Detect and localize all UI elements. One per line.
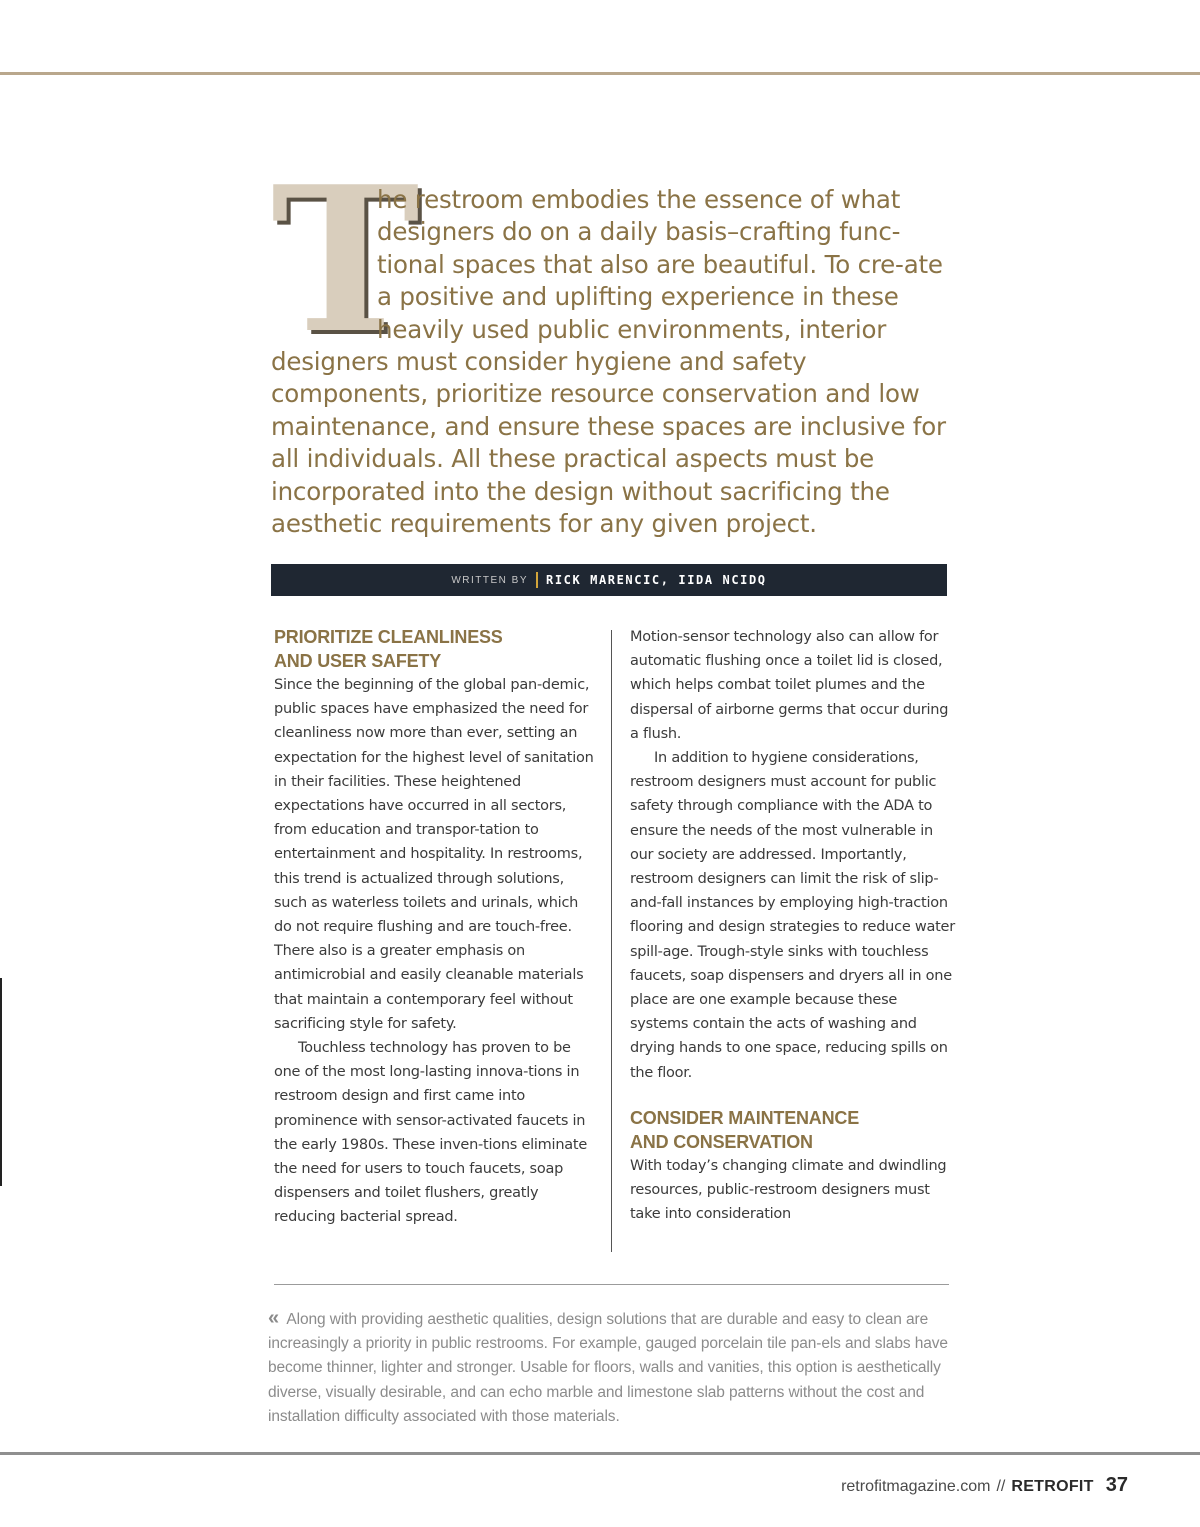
page-edge-mark xyxy=(0,978,2,1186)
body-paragraph: In addition to hygiene considerations, restroom designers must account for public safety through compliance with the ADA to ensure the needs of the most vulnerable in our society are addressed. Importantly, restroom designers can limit the risk of slip-and-fall instances by employing high-traction flooring and design strategies to reduce water spill-age. Trough-style sinks with touchless faucets, soap dispensers and dryers all in one place are one example because these systems contain the acts of washing and drying hands to one space, reducing spills on the floor. xyxy=(630,750,955,1081)
heading-line: AND CONSERVATION xyxy=(630,1131,813,1152)
body-paragraph: Touchless technology has proven to be one of the most long-lasting innova-tions in restroom design and first came into prominence with sensor-activated faucets in the early 1980s. These inven-tions eliminate the need for users to touch faucets, soap dispensers and toilet flushers, greatly reducing bacterial spread. xyxy=(274,1040,588,1226)
byline-bar xyxy=(271,564,947,596)
footer-separator: // xyxy=(996,1478,1006,1495)
top-rule xyxy=(0,72,1200,75)
page-number: 37 xyxy=(1105,1474,1128,1496)
section-heading-cleanliness xyxy=(274,625,599,673)
photo-caption xyxy=(268,1306,958,1429)
article-column-left xyxy=(274,625,599,1230)
heading-line: PRIORITIZE CLEANLINESS xyxy=(274,627,503,647)
body-paragraph: With today’s changing climate and dwindling resources, public-restroom designers must take into consideration xyxy=(630,1157,947,1223)
article-column-right xyxy=(630,625,955,1226)
intro-text: he restroom embodies the essence of what designers do on a daily basis–crafting func-tional spaces that also are beautiful. To cre-ate a positive and uplifting experience in these heavily used public environments, interior designers must consider hygiene and safety components, prioritize resource conservation and low maintenance, and ensure these spaces are inclusive for all individuals. All these practical aspects must be incorporated into the design without sacrificing the aesthetic requirements for any given project. xyxy=(271,185,946,539)
bottom-rule xyxy=(0,1452,1200,1455)
intro-paragraph xyxy=(271,143,951,540)
heading-line: CONSIDER MAINTENANCE xyxy=(630,1107,860,1128)
heading-line: AND USER SAFETY xyxy=(274,651,442,671)
byline-label: WRITTEN BY xyxy=(451,574,529,586)
column-divider xyxy=(611,630,612,1252)
section-heading-maintenance xyxy=(630,1106,955,1154)
caption-text: Along with providing aesthetic qualities, design solutions that are durable and easy to clean are increasingly a priority in public restrooms. For example, gauged porcelain tile pan-els and slabs have become thinner, lighter and stronger. Usable for floors, walls and vanities, this option is aesthetically diverse, visually desirable, and can echo marble and limestone slab patterns without the cost and installation difficulty associated with those materials. xyxy=(268,1311,948,1425)
caption-rule xyxy=(274,1284,949,1285)
byline-separator xyxy=(536,572,538,588)
body-paragraph: Motion-sensor technology also can allow for automatic flushing once a toilet lid is closed, which helps combat toilet plumes and the dispersal of airborne germs that occur during a flush. xyxy=(630,629,949,742)
author-name: RICK MARENCIC, IIDA NCIDQ xyxy=(546,573,767,587)
footer-site-link[interactable]: retrofitmagazine.com xyxy=(841,1478,991,1495)
footer-brand: RETROFIT xyxy=(1011,1478,1094,1495)
drop-cap: T xyxy=(271,143,420,378)
body-paragraph: Since the beginning of the global pan-demic, public spaces have emphasized the need for cleanliness now more than ever, setting an expectation for the highest level of sanitation in their facilities. These heightened expectations have occurred in all sectors, from education and transpor-tation to entertainment and hospitality. In restrooms, this trend is actualized through solutions, such as waterless toilets and urinals, which do not require flushing and are touch-free. There also is a greater emphasis on antimicrobial and easily cleanable materials that maintain a contemporary feel without sacrificing style for safety. xyxy=(274,677,594,1032)
caption-arrow-icon: « xyxy=(268,1307,280,1329)
page-footer xyxy=(841,1474,1128,1497)
